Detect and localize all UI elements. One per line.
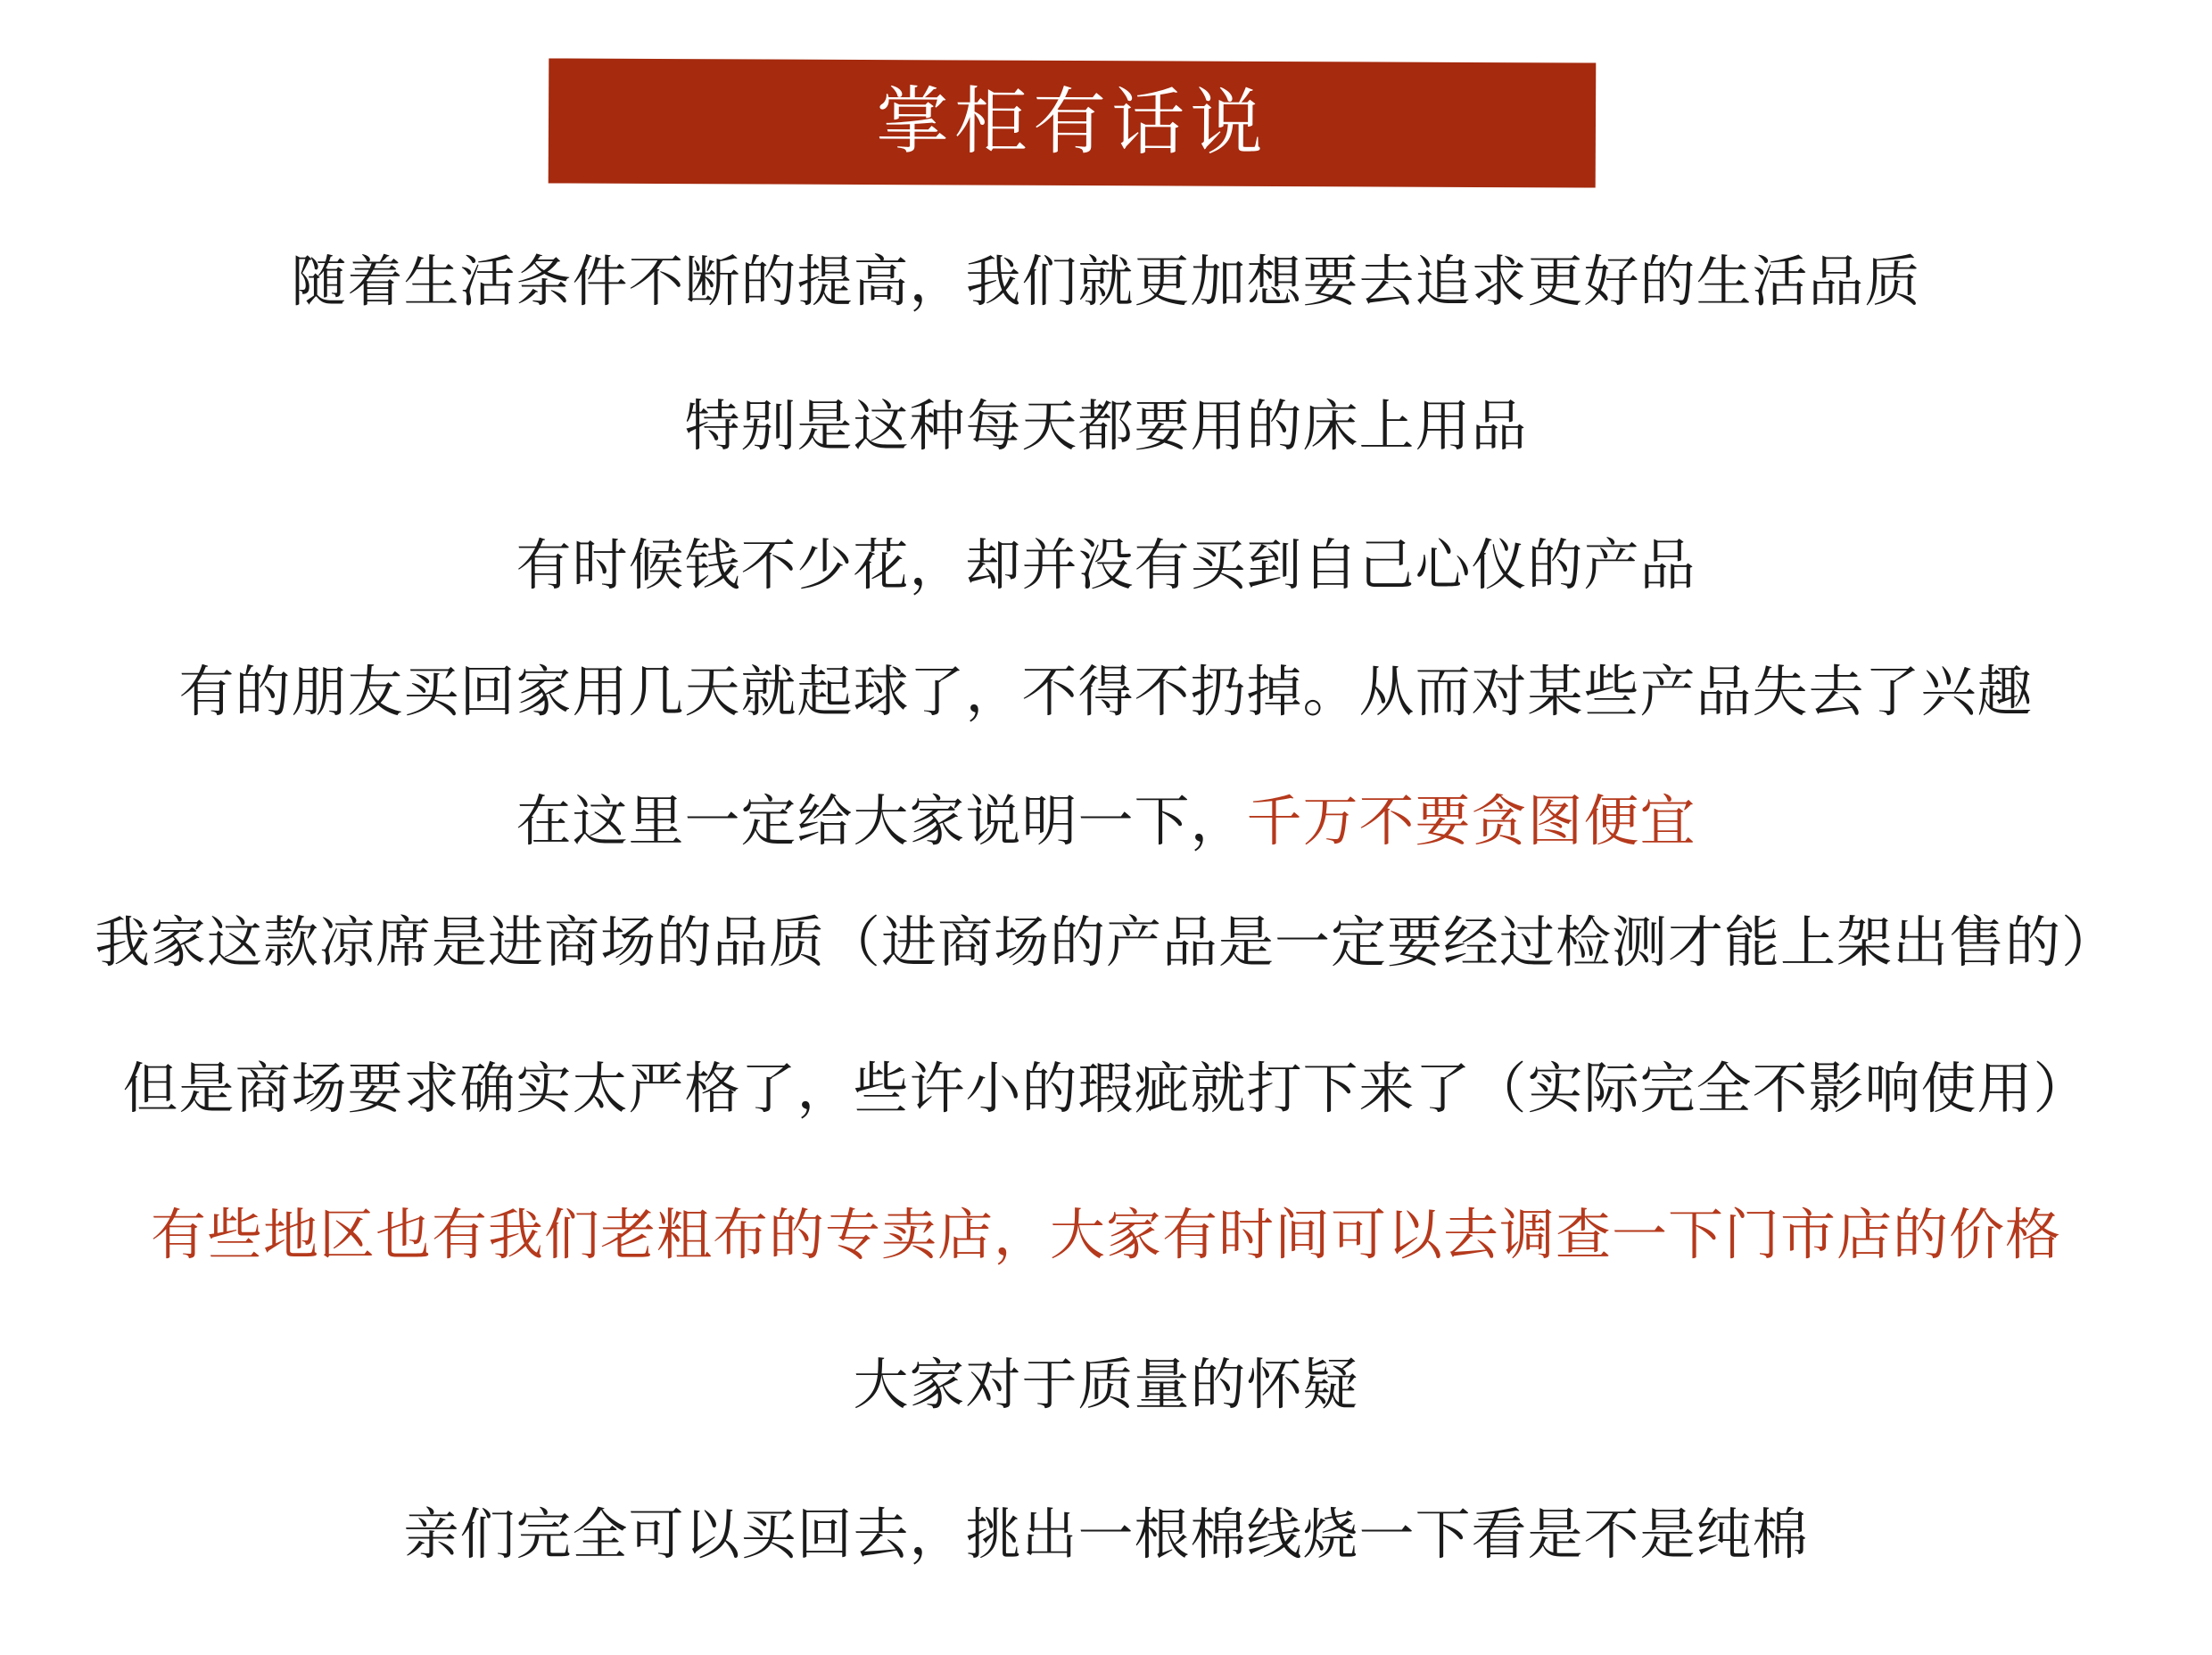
paragraph-line: 大家对于质量的怀疑 [853,1352,1359,1417]
paragraph-line: 随着生活条件不断的提高，我们就更加想要去追求更好的生活品质 [291,249,1921,314]
paragraph-line: 有时候钱不少花，却并没有买到自己心仪的产品 [516,532,1696,597]
paragraph-line [0,788,2212,853]
paragraph-line: 亲们完全可以买回去，挑出一根棉线烧一下看是不是纯棉 [403,1502,1809,1567]
paragraph-line: 特别是这种每天都要用的床上用品 [684,393,1528,458]
paragraph-line: 有的朋友买回家用几天就起球了，不得不扔掉。从而对某些产品失去了兴趣 [178,659,2034,724]
paragraph-line: 但是商场要求确实太严格了，些许小的瑕疵就打下来了（实际完全不影响使用） [122,1056,2090,1121]
banner-title: 掌柜有话说 [875,79,1269,166]
highlighted-text: 千万不要贪图便宜 [1246,788,1696,853]
highlighted-paragraph-line: 有些地区也有我们老粗布的专卖店，大家有时间可以去调查一下门市店的价格 [150,1202,2061,1267]
paragraph-text: 在这里一定给大家说明一下， [516,788,1247,853]
title-banner [549,58,1597,187]
paragraph-line: 我家这款凉席是进商场的品质（进商场的产品是一定要经过检测才能上架出售的） [94,910,2117,975]
